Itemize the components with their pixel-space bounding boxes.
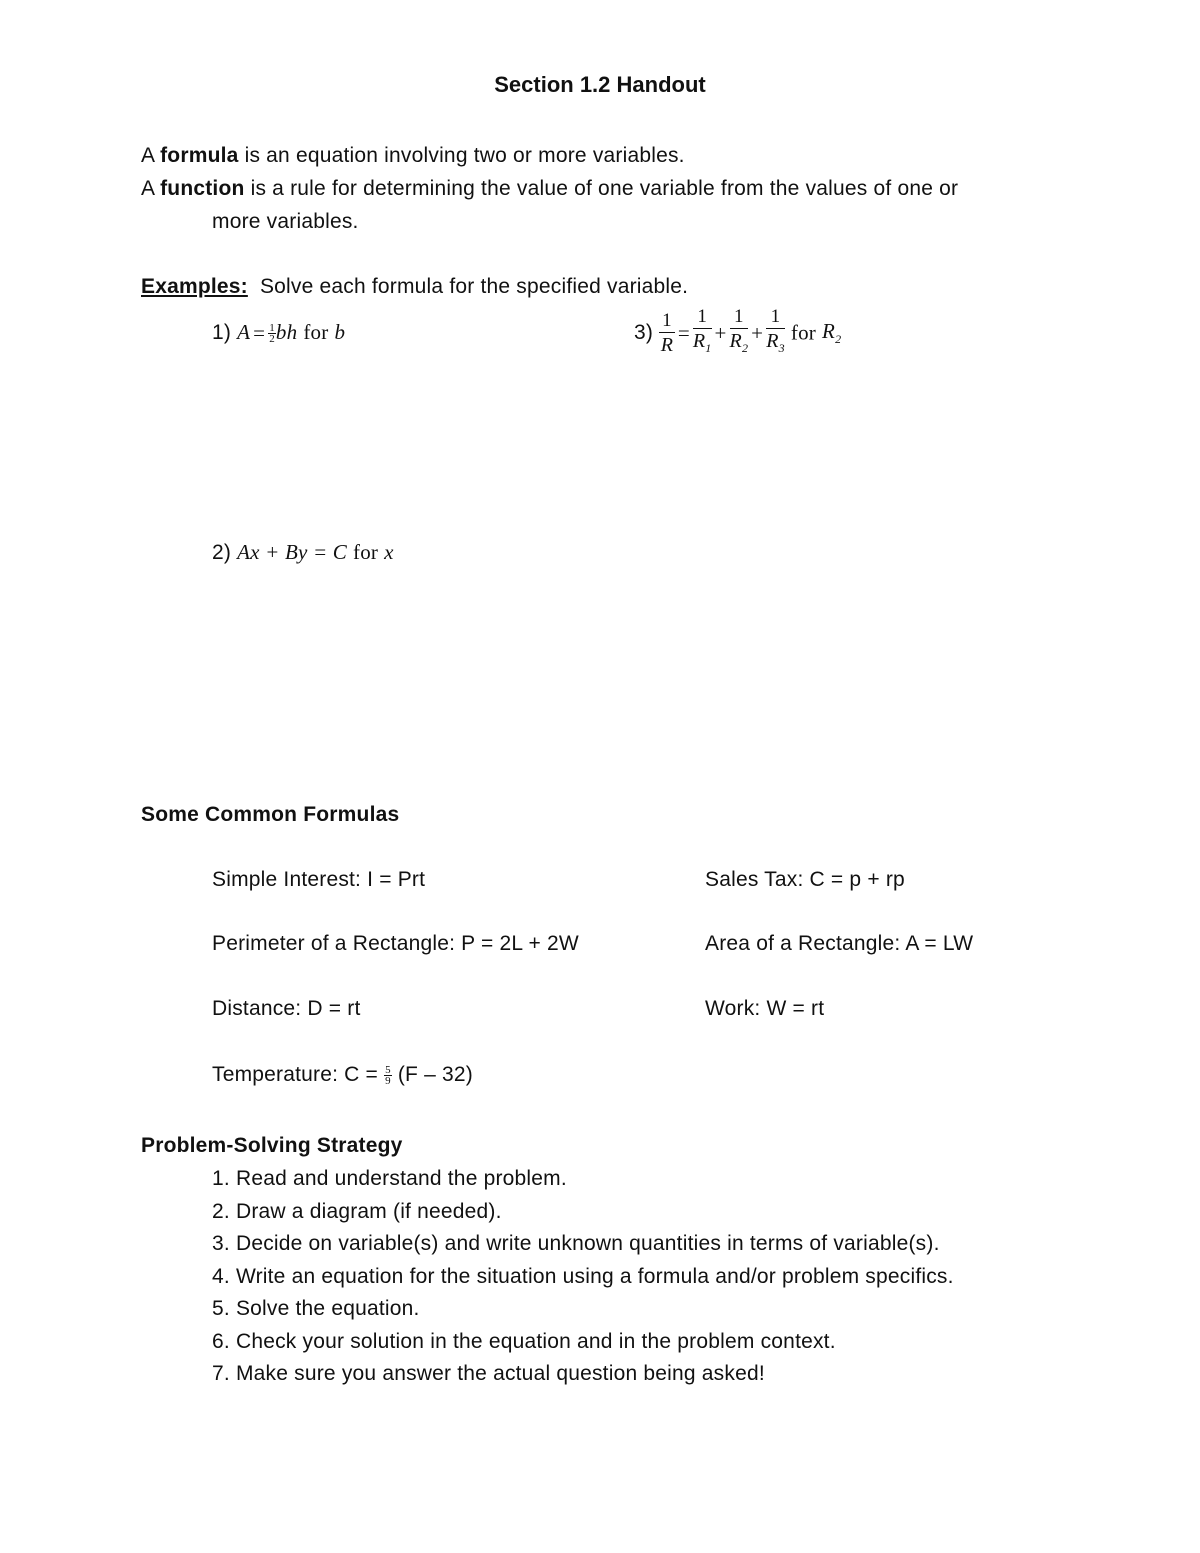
- definition-function: A function is a rule for determining the value of one variable from the values of one or: [141, 177, 959, 200]
- formula-perimeter: Perimeter of a Rectangle: P = 2L + 2W: [212, 932, 579, 955]
- strategy-heading: Problem-Solving Strategy: [141, 1134, 403, 1157]
- examples-line: [141, 275, 688, 299]
- examples-label: Examples:: [141, 275, 248, 298]
- strategy-step: 5. Solve the equation.: [212, 1297, 420, 1320]
- example-3: 3) $\frac{1}{R}$ = $\frac{1}{R_1}$ + $\frac{1}{R_2}$ + $\frac{1}{R_3}$ for $R_2$: [634, 306, 841, 360]
- term-formula: formula: [160, 144, 239, 167]
- example-1: 1) A = $\frac{1}{2}$ bh for b: [212, 320, 346, 345]
- term-function: function: [160, 177, 245, 200]
- strategy-step: 1. Read and understand the problem.: [212, 1167, 567, 1190]
- formula-temperature: Temperature: C = $\frac{5}{9}$ (F – 32): [212, 1063, 473, 1087]
- strategy-step: 6. Check your solution in the equation and in the problem context.: [212, 1330, 836, 1353]
- formula-simple-interest: Simple Interest: I = Prt: [212, 868, 426, 891]
- formula-area: Area of a Rectangle: A = LW: [705, 932, 974, 955]
- fraction-five-ninths: $\frac{5}{9}$: [385, 1063, 391, 1087]
- strategy-step: 2. Draw a diagram (if needed).: [212, 1200, 502, 1223]
- strategy-step: 3. Decide on variable(s) and write unknown quantities in terms of variable(s).: [212, 1232, 940, 1255]
- page-title: Section 1.2 Handout: [494, 72, 706, 97]
- formulas-heading: Some Common Formulas: [141, 803, 400, 826]
- definition-function-continuation: more variables.: [212, 210, 359, 233]
- fraction-1-over-R2: $\frac{1}{R_2}$: [729, 306, 749, 355]
- example-2: 2) Ax + By = C for x: [212, 540, 394, 564]
- strategy-step: 7. Make sure you answer the actual question being asked!: [212, 1362, 765, 1385]
- fraction-1-over-R3: $\frac{1}{R_3}$: [766, 306, 785, 355]
- fraction-1-over-R1: $\frac{1}{R_1}$: [692, 306, 712, 355]
- fraction-1-over-R: $\frac{1}{R}$: [660, 309, 674, 356]
- definition-formula: A formula is an equation involving two or more variables.: [141, 144, 685, 167]
- formula-work: Work: W = rt: [705, 997, 825, 1020]
- formula-sales-tax: Sales Tax: C = p + rp: [705, 868, 905, 891]
- strategy-step: 4. Write an equation for the situation using a formula and/or problem specifics.: [212, 1265, 954, 1288]
- fraction-one-half: $\frac{1}{2}$: [269, 321, 275, 345]
- examples-instruction: Solve each formula for the specified variable.: [259, 275, 689, 298]
- formula-distance: Distance: D = rt: [212, 997, 361, 1020]
